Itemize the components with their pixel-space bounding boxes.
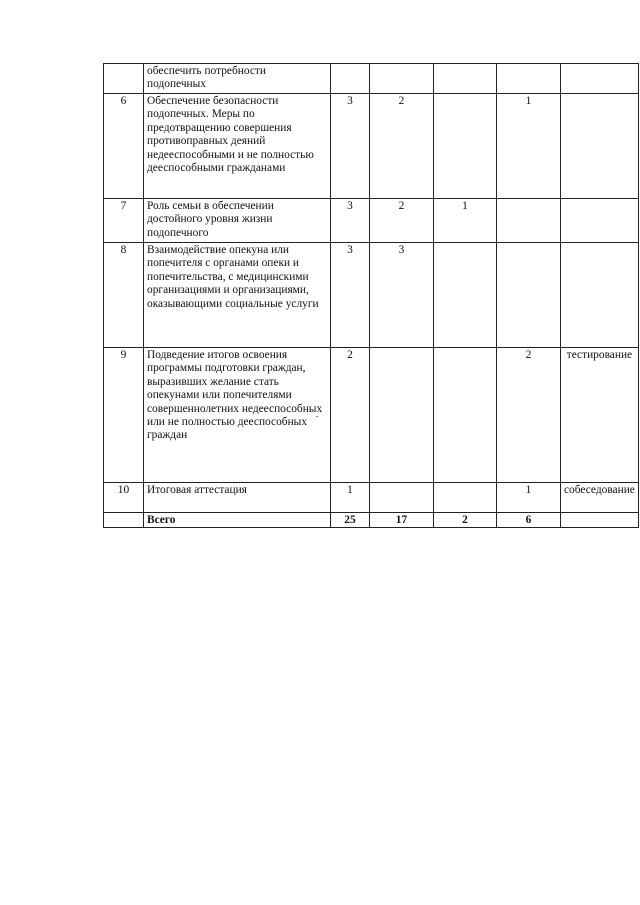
hours-total: 1 bbox=[331, 483, 370, 513]
hours-individual: 2 bbox=[497, 348, 561, 483]
scan-speck bbox=[316, 416, 318, 417]
row-number: 7 bbox=[104, 199, 144, 243]
topic-name: Взаимодействие опекуна или попечителя с органами опеки и попечительства, с медицинскими организациями и организациями, оказывающими социальные услуги bbox=[144, 243, 331, 348]
hours-lectures: 2 bbox=[370, 94, 434, 199]
hours-practice: 2 bbox=[434, 513, 497, 528]
assessment-form: собеседование bbox=[561, 483, 639, 513]
table-row bbox=[104, 94, 639, 199]
hours-individual bbox=[497, 64, 561, 94]
hours-individual bbox=[497, 243, 561, 348]
row-number: 10 bbox=[104, 483, 144, 513]
hours-lectures: 2 bbox=[370, 199, 434, 243]
hours-total: 3 bbox=[331, 199, 370, 243]
curriculum-table bbox=[103, 63, 639, 528]
hours-individual: 1 bbox=[497, 483, 561, 513]
hours-total: 25 bbox=[331, 513, 370, 528]
topic-name: Подведение итогов освоения программы подготовки граждан, выразивших желание стать опекунами или попечителями совершеннолетних недееспособных или не полностью дееспособных граждан bbox=[144, 348, 331, 483]
hours-practice bbox=[434, 348, 497, 483]
hours-individual: 1 bbox=[497, 94, 561, 199]
totals-label: Всего bbox=[144, 513, 331, 528]
assessment-form bbox=[561, 513, 639, 528]
assessment-form bbox=[561, 64, 639, 94]
table-row bbox=[104, 348, 639, 483]
assessment-form bbox=[561, 243, 639, 348]
hours-lectures: 3 bbox=[370, 243, 434, 348]
hours-total: 3 bbox=[331, 94, 370, 199]
table-row bbox=[104, 64, 639, 94]
assessment-form bbox=[561, 94, 639, 199]
hours-total: 3 bbox=[331, 243, 370, 348]
assessment-form bbox=[561, 199, 639, 243]
table-row bbox=[104, 243, 639, 348]
topic-name: обеспечить потребности подопечных bbox=[144, 64, 331, 94]
assessment-form: тестирование bbox=[561, 348, 639, 483]
topic-name: Роль семьи в обеспечении достойного уровня жизни подопечного bbox=[144, 199, 331, 243]
hours-individual bbox=[497, 199, 561, 243]
row-number: 6 bbox=[104, 94, 144, 199]
row-number: 9 bbox=[104, 348, 144, 483]
hours-lectures bbox=[370, 64, 434, 94]
row-number bbox=[104, 64, 144, 94]
hours-lectures: 17 bbox=[370, 513, 434, 528]
topic-name: Обеспечение безопасности подопечных. Меры по предотвращению совершения противоправных деяний недееспособными и не полностью дееспособными гражданами bbox=[144, 94, 331, 199]
hours-practice bbox=[434, 94, 497, 199]
hours-practice bbox=[434, 64, 497, 94]
hours-total: 2 bbox=[331, 348, 370, 483]
topic-name: Итоговая аттестация bbox=[144, 483, 331, 513]
hours-individual: 6 bbox=[497, 513, 561, 528]
table-row bbox=[104, 199, 639, 243]
hours-total bbox=[331, 64, 370, 94]
hours-lectures bbox=[370, 483, 434, 513]
hours-practice: 1 bbox=[434, 199, 497, 243]
hours-practice bbox=[434, 483, 497, 513]
table-row bbox=[104, 483, 639, 513]
hours-practice bbox=[434, 243, 497, 348]
row-number: 8 bbox=[104, 243, 144, 348]
hours-lectures bbox=[370, 348, 434, 483]
totals-row bbox=[104, 513, 639, 528]
row-number bbox=[104, 513, 144, 528]
